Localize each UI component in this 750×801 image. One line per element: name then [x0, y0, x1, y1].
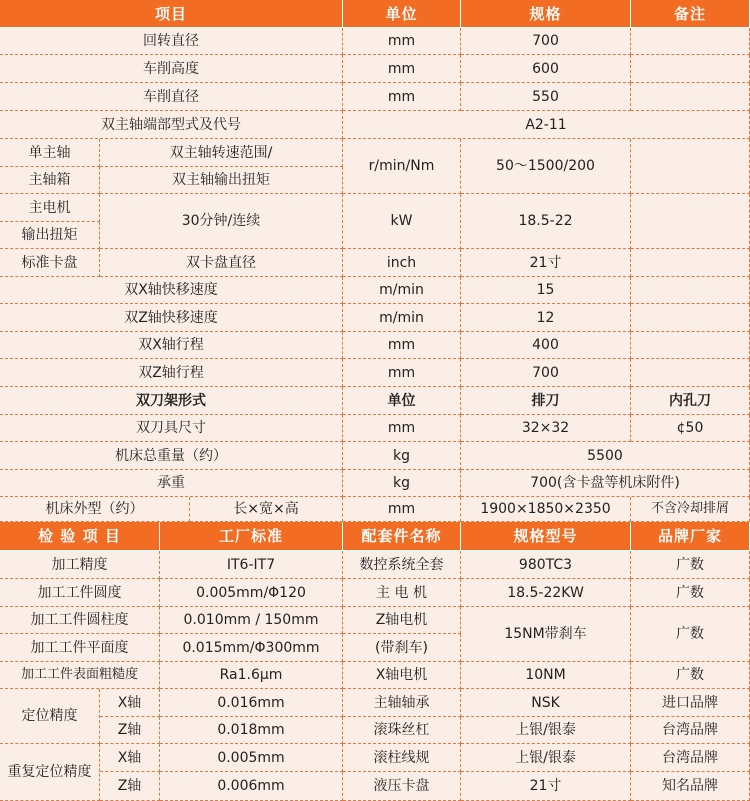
z-travel-item: 双Z轴行程 [0, 359, 343, 387]
spindle-box-group-line1: 单主轴 [0, 139, 100, 167]
repeat-positioning-x-axis: X轴 [100, 744, 160, 772]
weight-unit: kg [343, 442, 461, 470]
x-rapid-value: 15 [461, 277, 631, 304]
swing-dia-unit: mm [343, 28, 461, 55]
spec-header-unit: 单位 [343, 0, 461, 28]
dimensions-group: 机床外型（约） [0, 497, 190, 522]
spec-header-spec: 规格 [461, 0, 631, 28]
cylindricity-item: 加工工件圆柱度 [0, 607, 160, 634]
tool-size-note: ¢50 [631, 415, 750, 442]
turret-type-value: 排刀 [461, 387, 631, 415]
turn-height-note [631, 55, 750, 83]
x-motor-part: X轴电机 [343, 662, 461, 689]
roundness-item: 加工工件圆度 [0, 579, 160, 607]
main-motor-part: 主 电 机 [343, 579, 461, 607]
positioning-z-value: 0.018mm [160, 717, 343, 744]
inspection-header-standard: 工厂标准 [160, 522, 343, 551]
load-item: 承重 [0, 470, 343, 497]
z-rapid-value: 12 [461, 304, 631, 332]
ball-screw-brand: 台湾品牌 [631, 717, 750, 744]
linear-guide-brand: 台湾品牌 [631, 744, 750, 772]
hydraulic-chuck-brand: 知名品牌 [631, 772, 750, 801]
chuck-item: 双卡盘直径 [100, 249, 343, 277]
motor-item: 30分钟/连续 [100, 194, 343, 249]
linear-guide-part: 滚柱线规 [343, 744, 461, 772]
positioning-group: 定位精度 [0, 689, 100, 744]
tool-size-unit: mm [343, 415, 461, 442]
x-travel-item: 双X轴行程 [0, 332, 343, 359]
z-travel-value: 700 [461, 359, 631, 387]
motor-value: 18.5-22 [461, 194, 631, 249]
roundness-standard: 0.005mm/Φ120 [160, 579, 343, 607]
roughness-item: 加工工件表面粗糙度 [0, 662, 160, 689]
hydraulic-chuck-part: 液压卡盘 [343, 772, 461, 801]
spindle-box-unit: r/min/Nm [343, 139, 461, 194]
x-travel-unit: mm [343, 332, 461, 359]
main-motor-brand: 广数 [631, 579, 750, 607]
swing-dia-note [631, 28, 750, 55]
repeat-positioning-x-value: 0.005mm [160, 744, 343, 772]
inspection-header-item: 检 验 项 目 [0, 522, 160, 551]
cnc-system-model: 980TC3 [461, 551, 631, 579]
z-motor-model: 15NM带刹车 [461, 607, 631, 662]
positioning-z-axis: Z轴 [100, 717, 160, 744]
accuracy-item: 加工精度 [0, 551, 160, 579]
spindle-box-note [631, 139, 750, 194]
turn-dia-unit: mm [343, 83, 461, 111]
x-motor-model: 10NM [461, 662, 631, 689]
ball-screw-part: 滚珠丝杠 [343, 717, 461, 744]
spindle-bearing-model: NSK [461, 689, 631, 717]
accuracy-standard: IT6-IT7 [160, 551, 343, 579]
x-travel-value: 400 [461, 332, 631, 359]
load-unit: kg [343, 470, 461, 497]
repeat-positioning-z-value: 0.006mm [160, 772, 343, 801]
z-rapid-unit: m/min [343, 304, 461, 332]
motor-group-line2: 输出扭矩 [0, 222, 100, 249]
turn-dia-note [631, 83, 750, 111]
positioning-x-value: 0.016mm [160, 689, 343, 717]
cylindricity-standard: 0.010mm / 150mm [160, 607, 343, 634]
cnc-system-brand: 广数 [631, 551, 750, 579]
turn-height-item: 车削高度 [0, 55, 343, 83]
spindle-speed-item: 双主轴转速范围/ [100, 139, 343, 167]
x-rapid-note [631, 277, 750, 304]
spindle-bearing-brand: 进口品牌 [631, 689, 750, 717]
z-travel-note [631, 359, 750, 387]
motor-group-line1: 主电机 [0, 194, 100, 222]
spindle-box-group-line2: 主轴箱 [0, 167, 100, 194]
z-motor-part-line1: Z轴电机 [343, 607, 461, 634]
positioning-x-axis: X轴 [100, 689, 160, 717]
weight-value: 5500 [461, 442, 750, 470]
load-value: 700(含卡盘等机床附件) [461, 470, 750, 497]
turn-height-unit: mm [343, 55, 461, 83]
cnc-system-part: 数控系统全套 [343, 551, 461, 579]
x-travel-note [631, 332, 750, 359]
turn-dia-value: 550 [461, 83, 631, 111]
x-rapid-item: 双X轴快移速度 [0, 277, 343, 304]
inspection-header-model: 规格型号 [461, 522, 631, 551]
turret-type-unit: 单位 [343, 387, 461, 415]
linear-guide-model: 上银/银泰 [461, 744, 631, 772]
turret-type-note: 内孔刀 [631, 387, 750, 415]
chuck-value: 21寸 [461, 249, 631, 277]
spindle-box-value: 50～1500/200 [461, 139, 631, 194]
tool-size-value: 32×32 [461, 415, 631, 442]
dimensions-value: 1900×1850×2350 [461, 497, 631, 522]
x-motor-brand: 广数 [631, 662, 750, 689]
spindle-nose-item: 双主轴端部型式及代号 [0, 111, 343, 139]
chuck-note [631, 249, 750, 277]
swing-dia-value: 700 [461, 28, 631, 55]
z-motor-part-line2: (带刹车) [343, 634, 461, 662]
motor-note [631, 194, 750, 249]
z-travel-unit: mm [343, 359, 461, 387]
ball-screw-model: 上银/银泰 [461, 717, 631, 744]
tool-size-item: 双刀具尺寸 [0, 415, 343, 442]
flatness-standard: 0.015mm/Φ300mm [160, 634, 343, 662]
turn-height-value: 600 [461, 55, 631, 83]
z-rapid-note [631, 304, 750, 332]
hydraulic-chuck-model: 21寸 [461, 772, 631, 801]
spindle-bearing-part: 主轴轴承 [343, 689, 461, 717]
main-motor-model: 18.5-22KW [461, 579, 631, 607]
weight-item: 机床总重量（约） [0, 442, 343, 470]
flatness-item: 加工工件平面度 [0, 634, 160, 662]
dimensions-item: 长×宽×高 [190, 497, 343, 522]
spec-header-item: 项目 [0, 0, 343, 28]
spec-header-note: 备注 [631, 0, 750, 28]
turn-dia-item: 车削直径 [0, 83, 343, 111]
spindle-torque-item: 双主轴输出扭矩 [100, 167, 343, 194]
turret-type-item: 双刀架形式 [0, 387, 343, 415]
z-motor-brand: 广数 [631, 607, 750, 662]
inspection-header-part: 配套件名称 [343, 522, 461, 551]
spindle-nose-value: A2-11 [343, 111, 750, 139]
repeat-positioning-z-axis: Z轴 [100, 772, 160, 801]
dimensions-note: 不含冷却排屑 [631, 497, 750, 522]
chuck-group: 标准卡盘 [0, 249, 100, 277]
motor-unit: kW [343, 194, 461, 249]
x-rapid-unit: m/min [343, 277, 461, 304]
inspection-header-brand: 品牌厂家 [631, 522, 750, 551]
chuck-unit: inch [343, 249, 461, 277]
swing-dia-item: 回转直径 [0, 28, 343, 55]
z-rapid-item: 双Z轴快移速度 [0, 304, 343, 332]
repeat-positioning-group: 重复定位精度 [0, 744, 100, 801]
roughness-standard: Ra1.6μm [160, 662, 343, 689]
dimensions-unit: mm [343, 497, 461, 522]
